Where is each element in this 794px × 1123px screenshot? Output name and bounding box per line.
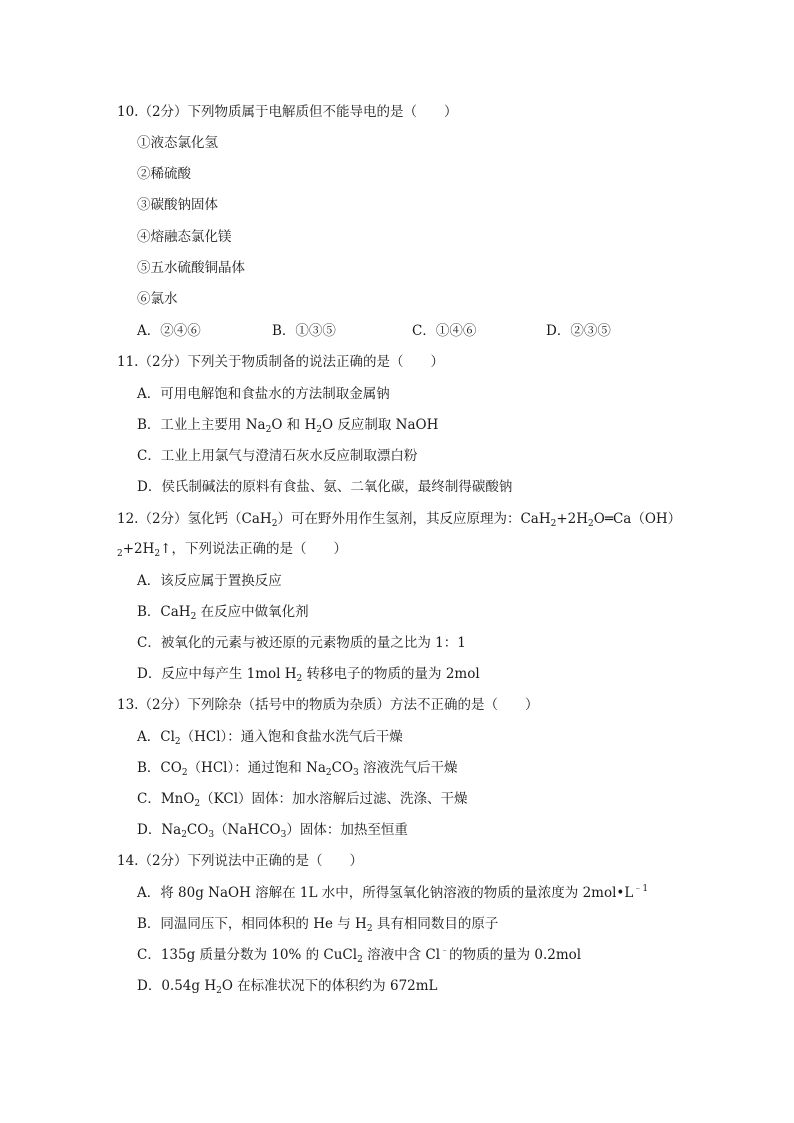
q11-option-a: A．可用电解饱和食盐水的方法制取金属钠 [137,386,390,402]
q13-option-b: B．$CO_2(HCl)$：通过饱和 $Na_2CO_3$ 溶液洗气后干燥 [137,760,458,778]
q10-item-2: ②稀硫酸 [137,166,191,182]
q11-option-c: C．工业上用氯气与澄清石灰水反应制取漂白粉 [137,448,418,464]
q12-option-d: D．反应中每产生 1mol $H_2$ 转移电子的物质的量为 2mol [137,666,480,684]
q11-option-d: D．侯氏制碱法的原料有食盐、氨、二氧化碳，最终制得碳酸钠 [137,479,513,495]
q10-item-5: ⑤五水硫酸铜晶体 [137,260,245,276]
q11-option-b: B．工业上主要用 $Na_2O$ 和 $H_2O$ 反应制取 NaOH [137,417,439,435]
q12-option-a: A．该反应属于置换反应 [137,573,282,589]
q10-item-3: ③碳酸钠固体 [137,197,218,213]
question-11-stem: 11.（2分）下列关于物质制备的说法正确的是（ ） [117,354,445,370]
question-10-stem: 10.（2分）下列物质属于电解质但不能导电的是（ ） [117,104,458,120]
q13-option-c: C．MnO$_2$（KCl）固体：加水溶解后过滤、洗涤、干燥 [137,791,468,809]
question-12-stem-line2: $_2+2H_2↑$，下列说法正确的是（ ） [117,541,347,559]
q13-option-d: D．$Na_2CO_3(NaHCO_3)$固体：加热至恒重 [137,822,408,840]
q10-item-6: ⑥氯水 [137,291,178,307]
q14-option-d: D．0.54g $H_2O$ 在标准状况下的体积约为 672mL [137,978,438,996]
q14-option-b: B．同温同压下，相同体积的 He 与 $H_2$ 具有相同数目的原子 [137,916,499,934]
q10-option-d: D．②③⑤ [546,323,611,339]
q14-option-a: A．将 80g NaOH 溶解在 1L 水中，所得氢氧化钠溶液的物质的量浓度为 $2mol•L^{﹣1}$ [137,884,649,901]
question-14-stem: 14.（2分）下列说法中正确的是（ ） [117,853,364,869]
question-13-stem: 13.（2分）下列除杂（括号中的物质为杂质）方法不正确的是（ ） [117,697,539,713]
q12-option-b: B．CaH$_2$ 在反应中做氧化剂 [137,604,309,622]
q14-option-c: C．135g 质量分数为 10% 的 CuCl$_2$ 溶液中含 Cl﹣的物质的量为 0.2mol [137,946,582,965]
q13-option-a: A．$Cl_2(HCl)$：通入饱和食盐水洗气后干燥 [137,729,403,747]
q10-option-b: B．①③⑤ [272,323,336,339]
q10-option-a: A．②④⑥ [137,323,201,339]
q10-option-c: C．①④⑥ [412,323,477,339]
q12-option-c: C．被氧化的元素与被还原的元素物质的量之比为 1：1 [137,635,466,651]
q10-item-1: ①液态氯化氢 [137,135,218,151]
q10-item-4: ④熔融态氯化镁 [137,229,232,245]
question-12-stem-line1: 12.（2分）氢化钙（CaH$_2$）可在野外用作生氢剂，其反应原理为：$CaH_2+2H_2O═Ca(OH)$ [117,511,682,529]
